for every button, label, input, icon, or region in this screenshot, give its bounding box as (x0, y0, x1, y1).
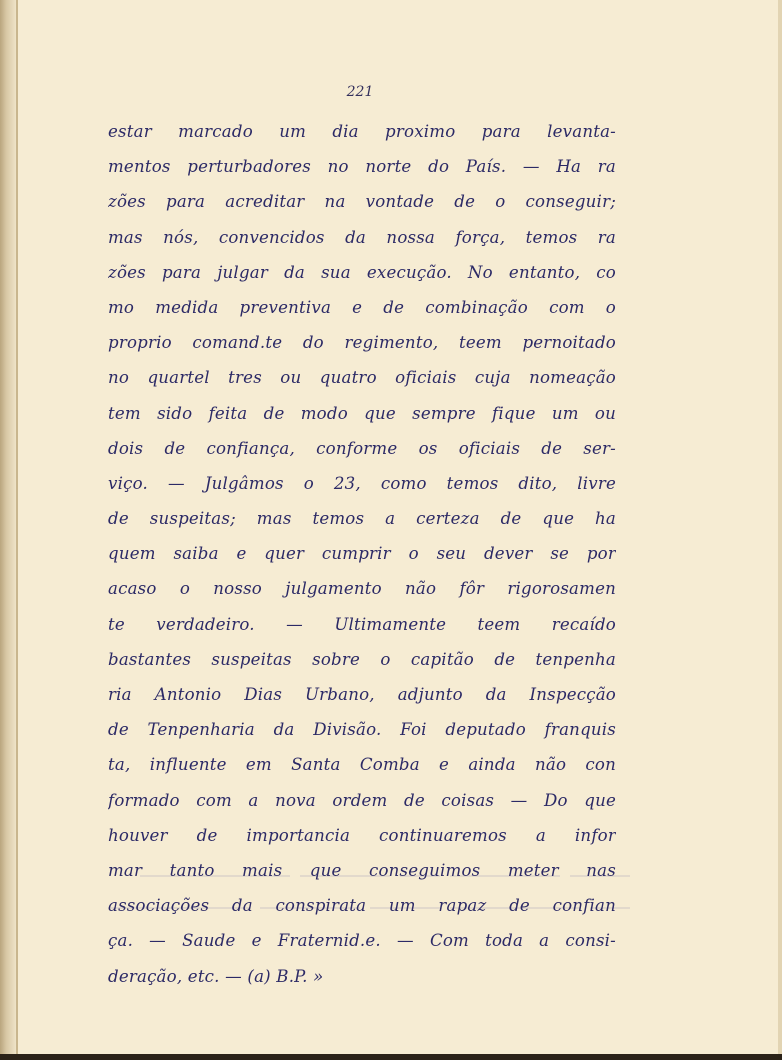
text-line: mas nós, convencidos da nossa força, temos ra (108, 227, 616, 247)
text-line: zões para julgar da sua execução. No entanto, co (108, 262, 616, 282)
text-line: tem sido feita de modo que sempre fique um ou (108, 403, 616, 423)
text-line: formado com a nova ordem de coisas — Do que (108, 790, 616, 810)
text-line: houver de importancia continuaremos a infor (108, 825, 616, 845)
text-line: mo medida preventiva e de combinação com o (108, 297, 616, 317)
text-line: mentos perturbadores no norte do País. — Ha ra (108, 157, 616, 177)
text-line: acaso o nosso julgamento não fôr rigorosamen (108, 579, 616, 599)
text-line: viço. — Julgâmos o 23, como temos dito, livre (108, 473, 616, 493)
text-line-closing: deração, etc. — (a) B.P. » (108, 966, 324, 986)
text-line: ta, influente em Santa Comba e ainda não con (108, 755, 616, 775)
text-line: dois de confiança, conforme os oficiais de ser- (108, 438, 616, 458)
page-bottom-edge (0, 1054, 782, 1060)
binding-edge (16, 0, 18, 1060)
text-line: te verdadeiro. — Ultimamente teem recaído (108, 614, 616, 634)
text-line: de Tenpenharia da Divisão. Foi deputado franquis (108, 720, 616, 740)
text-line: proprio comand.te do regimento, teem pernoitado (108, 333, 616, 353)
text-line: de suspeitas; mas temos a certeza de que ha (108, 509, 616, 529)
text-line: estar marcado um dia proximo para levanta- (108, 122, 616, 141)
text-line: quem saiba e quer cumprir o seu dever se por (108, 544, 616, 564)
text-line: mar tanto mais que conseguimos meter nas (108, 860, 616, 880)
page-right-edge (778, 0, 782, 1060)
text-line: ria Antonio Dias Urbano, adjunto da Inspecção (108, 685, 616, 704)
text-line: no quartel tres ou quatro oficiais cuja nomeação (108, 368, 616, 388)
text-line: bastantes suspeitas sobre o capitão de tenpenha (108, 649, 616, 669)
page-number: 221 (346, 84, 374, 100)
text-line: associações da conspirata um rapaz de confian (108, 896, 616, 916)
text-line: ça. — Saude e Fraternid.e. — Com toda a consi- (108, 931, 616, 951)
text-line: zões para acreditar na vontade de o conseguir; (108, 192, 616, 212)
handwritten-text-block (108, 114, 616, 994)
page-binding (0, 0, 16, 1060)
